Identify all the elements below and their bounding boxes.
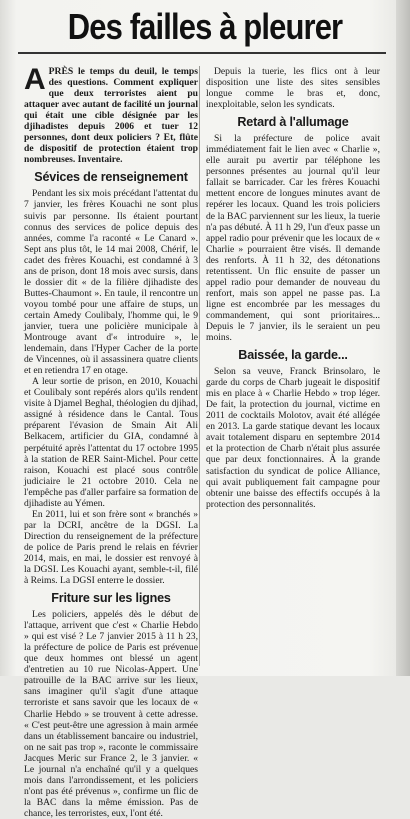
- column-left: [24, 63, 198, 819]
- subheading-baissee: Baissée, la garde...: [238, 348, 348, 363]
- article-headline: Des failles à pleurer: [67, 6, 343, 47]
- drop-cap: A: [24, 63, 46, 96]
- column-right: [206, 66, 380, 670]
- article-lead: [24, 63, 198, 166]
- paragraph: A leur sortie de prison, en 2010, Kouachi et Coulibaly sont repérés alors qu'ils rendent visite à Djamel Beghal, théologien du djihad, assigné à résidence dans le Cantal. Tous préparent l'évasion de Smain Ait Ali Belkacem, artificier du GIA, condamné à perpétuité après l'attentat du 17 octobre 1995 à la station de RER Saint-Michel. Pour cette raison, Kouachi est placé sous contrôle judiciaire le 21 octobre 2010. Cela ne l'empêche pas d'aller parfaire sa formation de djihadiste au Yémen.: [24, 376, 198, 509]
- paragraph: Selon sa veuve, Franck Brinsolaro, le garde du corps de Charb jugeait le dispositif mis en place à « Charlie Hebdo » trop léger. De fait, la protection du journal, victime en 2011 de cocktails Molotov, avait été allégée en 2013. La garde statique devant les locaux avait totalement disparu en septembre 2014 et la protection de Charb n'était plus assurée que par deux fonctionnaires. À la grande satisfaction du syndicat de police Alliance, qui avait publiquement fait campagne pour obtenir une baisse des effectifs occupés à la protection des personnalités.: [206, 366, 380, 510]
- subheading-sevices: Sévices de renseignement: [34, 170, 188, 185]
- lead-text: PRÈS le temps du deuil, le temps des questions. Comment expliquer que deux terroristes aient pu attaquer avec autant de facilité un journal qui était une cible désignée par les djihadistes depuis 2006 et tuer 12 personnes, dont deux policiers ? Et, flûte de dispositif de protection étaient trop nombreuses. Inventaire.: [24, 66, 198, 166]
- paragraph: Les policiers, appelés dès le début de l'attaque, arrivent que c'est « Charlie Hebdo » qui est visé ? Le 7 janvier 2015 à 11 h 23, la préfecture de police de Paris est prévenue que deux hommes ont blessé un agent d'entretien au 10 rue Nicolas-Appert. Une patrouille de la BAC arrive sur les lieux, sans imaginer qu'il s'agit d'une attaque terroriste et sans savoir que les locaux de « Charlie Hebdo » se trouvent à cette adresse. « C'est peut-être une agression à main armée dans un établissement bancaire ou industriel, on ne sait pas trop », raconte le commissaire Jacques Meric sur France 2, le 3 janvier. « Le journal n'a enchaîné qu'il y a quelques mois dans l'arrondissement, et les policiers n'ont pas été prévenus », confirme un flic de la BAC dans la même émission. Pas de chance, les terroristes, eux, l'ont été.: [24, 609, 198, 819]
- paragraph: Depuis la tuerie, les flics ont à leur disposition une liste des sites sensibles longue comme le bras et, donc, inexploitable, selon les syndicats.: [206, 66, 380, 111]
- headline-rule: [18, 52, 386, 54]
- paragraph: En 2011, lui et son frère sont « branchés » par la DCRI, ancêtre de la DGSI. La Direction du renseignement de la préfecture de police de Paris prend le relais en février 2014, mais, en mai, le dossier est renvoyé à la DGSI. Les Kouachi ayant, semble-t-il, filé à Reims. La DGSI enterre le dossier.: [24, 508, 198, 587]
- paragraph: Si la préfecture de police avait immédiatement fait le lien avec « Charlie », elle aurait pu avertir par téléphone les personnes présentes au journal qu'il leur fallait se barricader. Car les frères Kouachi mettent encore de longues minutes avant de repérer les locaux. Quand les trois policiers de la BAC parviennent sur les lieux, la tuerie n'a pas débuté. À 11 h 29, l'un d'eux passe un appel radio pour prévenir que les locaux de « Charlie » pourraient être visés. Il demande des renforts. À 11 h 32, des détonations retentissent. Un flic ensuite de passer un appel radio pour demander de nouveau du renfort, mais son appel ne passe pas. La ligne est encombrée par les messages du commandement, qui sont prioritaires... Depuis le 7 janvier, ils le seraient un peu moins.: [206, 133, 380, 344]
- subheading-retard: Retard à l'allumage: [237, 115, 349, 130]
- column-separator: [199, 66, 200, 666]
- page-edge: [396, 0, 410, 676]
- paragraph: Pendant les six mois précédant l'attentat du 7 janvier, les frères Kouachi ne sont plus suivis par personne. Ils étaient pourtant connus des services de police depuis des années, comme l'a raconté « Le Canard ». Sept ans plus tôt, le 14 mai 2008, Chérif, le cadet des frères Kouachi, est condamné à 3 ans de prison, dont 18 mois avec sursis, dans le dossier dit « de la filière djihadiste des Buttes-Chaumont ». En taule, il rencontre un voyou tombé pour une affaire de stups, un certain Amedy Coulibaly, l'homme qui, le 9 janvier, tuera une policière municipale à Montrouge avant d'« introduire », le lendemain, dans l'Hyper Cacher de la porte de Vincennes, où il assassinera quatre clients et en retiendra 17 en otage.: [24, 188, 198, 377]
- subheading-friture: Friture sur les lignes: [51, 591, 171, 606]
